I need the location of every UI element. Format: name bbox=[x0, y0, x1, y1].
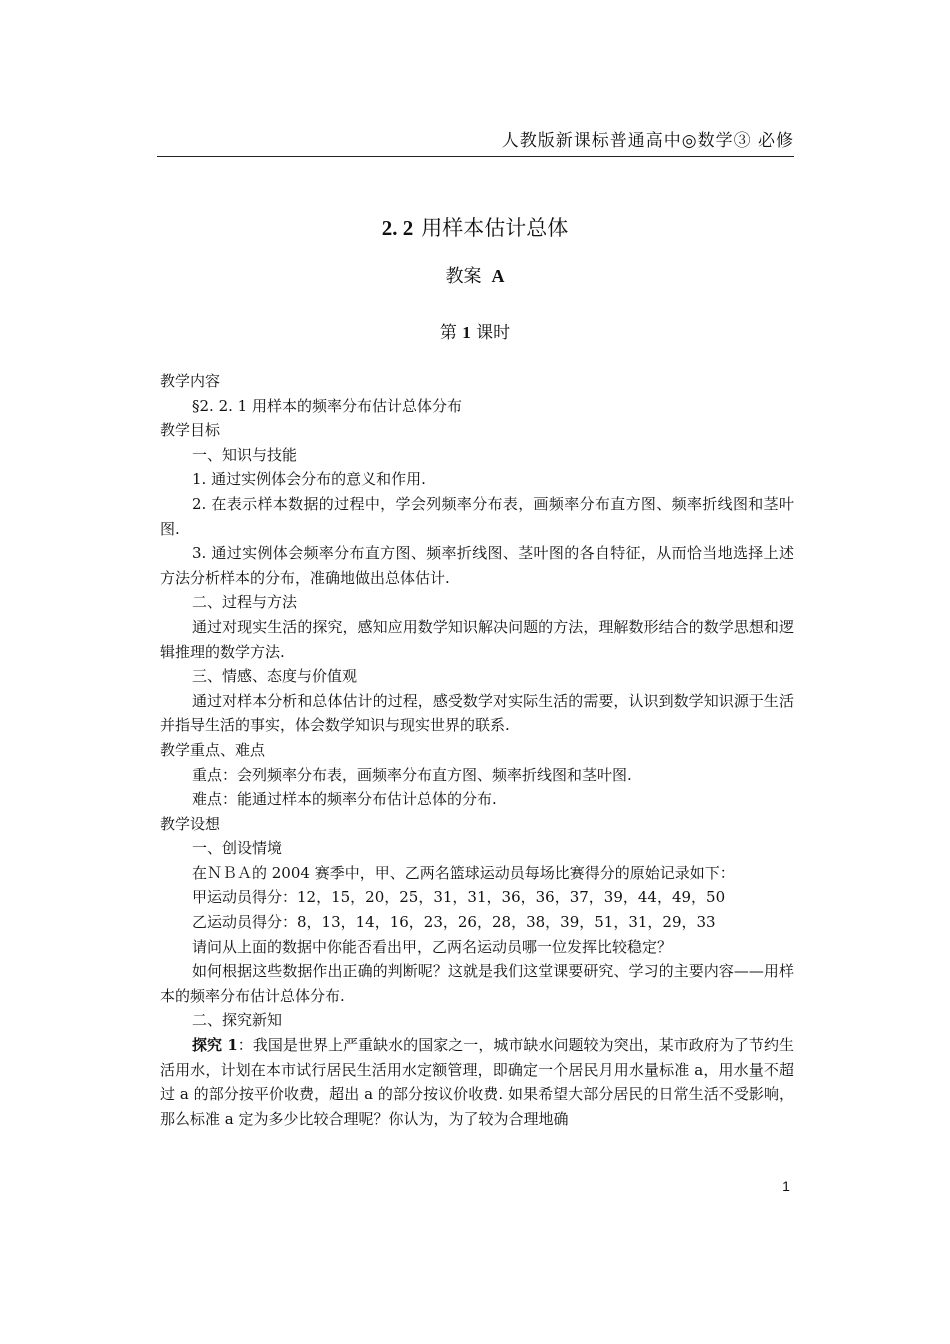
teaching-content-heading: 教学内容 bbox=[160, 372, 221, 390]
header-rule bbox=[157, 156, 794, 157]
section-title bbox=[0, 212, 950, 242]
knowledge-item-1: 1. 通过实例体会分布的意义和作用. bbox=[192, 470, 426, 489]
design-heading: 教学设想 bbox=[160, 814, 221, 833]
lesson-suffix: 课时 bbox=[476, 323, 511, 343]
lesson-period bbox=[0, 318, 950, 343]
key-points-heading: 教学重点、难点 bbox=[160, 740, 266, 759]
knowledge-item-3: 3. 通过实例体会频率分布直方图、频率折线图、茎叶图的各自特征，从而恰当地选择上述方法分析样本的分布，准确地做出总体估计. bbox=[160, 544, 794, 587]
explore-text: ：我国是世界上严重缺水的国家之一，城市缺水问题较为突出，某市政府为了节约生活用水，计划在本市试行居民生活用水定额管理，即确定一个居民月用水量标准 a，用水量不超过 a 的部分按平价收费，超出 a 的部分按议价收费. 如果希望大部分居民的日常生活不受影响，那么标准 a 定为多少比较合理呢？你认为，为了较为合理地确 bbox=[160, 1036, 794, 1128]
scenario-heading: 一、创设情境 bbox=[192, 839, 283, 858]
lesson-plan-letter: A bbox=[491, 266, 505, 286]
running-header: 人教版新课标普通高中◎数学③ 必修 bbox=[501, 131, 794, 151]
difficult-point: 难点：能通过样本的频率分布估计总体的分布. bbox=[192, 790, 497, 809]
player-a-scores: 甲运动员得分：12，15，20，25，31，31，36，36，37，39，44，49，50 bbox=[192, 888, 726, 907]
document-body bbox=[160, 369, 794, 1131]
teaching-content-item: §2. 2. 1 用样本的频率分布估计总体分布 bbox=[192, 396, 462, 415]
explore-label: 探究 1 bbox=[192, 1036, 238, 1055]
explore-heading: 二、探究新知 bbox=[192, 1011, 283, 1030]
section-title-text: 用样本估计总体 bbox=[421, 216, 569, 240]
scenario-intro: 在ＮＢＡ的 2004 赛季中，甲、乙两名篮球运动员每场比赛得分的原始记录如下： bbox=[192, 863, 735, 882]
objectives-heading: 教学目标 bbox=[160, 421, 221, 440]
key-point: 重点：会列频率分布表，画频率分布直方图、频率折线图和茎叶图. bbox=[192, 765, 632, 784]
process-text: 通过对现实生活的探究，感知应用数学知识解决问题的方法，理解数形结合的数学思想和逻辑推理的数学方法. bbox=[160, 617, 794, 661]
emotion-heading: 三、情感、态度与价值观 bbox=[192, 667, 358, 686]
knowledge-heading: 一、知识与技能 bbox=[192, 445, 298, 464]
knowledge-item-2: 2. 在表示样本数据的过程中，学会列频率分布表，画频率分布直方图、频率折线图和茎叶图. bbox=[160, 494, 794, 538]
player-b-scores: 乙运动员得分：8，13，14，16，23，26，28，38，39，51，31，29，33 bbox=[192, 913, 716, 932]
question-2: 如何根据这些数据作出正确的判断呢？这就是我们这堂课要研究、学习的主要内容——用样本的频率分布估计总体分布. bbox=[160, 962, 794, 1005]
explore-paragraph bbox=[160, 1033, 794, 1131]
lesson-plan-text: 教案 bbox=[445, 266, 482, 287]
question-1: 请问从上面的数据中你能否看出甲，乙两名运动员哪一位发挥比较稳定？ bbox=[192, 937, 673, 956]
lesson-prefix: 第 bbox=[439, 323, 457, 343]
section-number: 2. 2 bbox=[381, 216, 414, 240]
process-heading: 二、过程与方法 bbox=[192, 593, 298, 612]
lesson-plan-label bbox=[0, 262, 950, 288]
lesson-number: 1 bbox=[462, 323, 471, 342]
emotion-text: 通过对样本分析和总体估计的过程，感受数学对实际生活的需要，认识到数学知识源于生活并指导生活的事实，体会数学知识与现实世界的联系. bbox=[160, 691, 794, 735]
page-number: 1 bbox=[782, 1178, 790, 1194]
